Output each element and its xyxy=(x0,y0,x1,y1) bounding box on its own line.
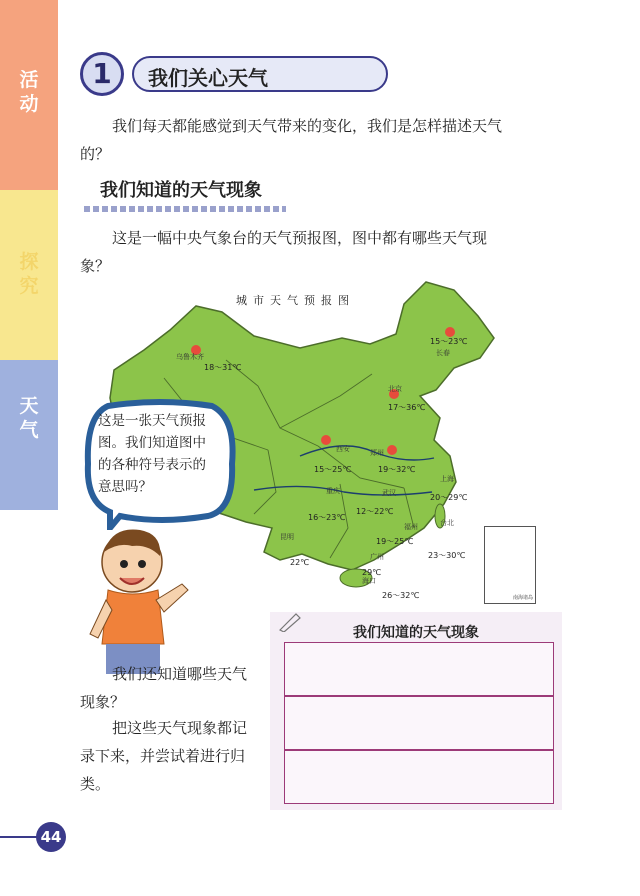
inset-label: 南海诸岛 xyxy=(512,595,533,601)
map-city-label: 广州 xyxy=(370,553,384,561)
activity-line-5: 类。 xyxy=(80,775,111,793)
activity-line-1: 我们还知道哪些天气 xyxy=(112,665,248,683)
sidebar-band-1 xyxy=(0,0,58,210)
map-city-temp: 22℃ xyxy=(290,558,310,567)
map-city-temp: 20～29℃ xyxy=(430,493,468,502)
question-line-2: 象？ xyxy=(80,257,111,275)
table-row[interactable] xyxy=(284,696,554,750)
activity-line-2: 现象？ xyxy=(80,693,126,711)
activity-line-3: 把这些天气现象都记 xyxy=(112,719,248,737)
map-city-temp: 19～32℃ xyxy=(378,465,416,474)
bubble-line-2: 图。我们知道图中 xyxy=(98,435,206,451)
lesson-title-pill xyxy=(132,56,388,92)
map-city-temp: 26～32℃ xyxy=(382,591,420,600)
map-city-label: 乌鲁木齐 xyxy=(176,353,204,361)
map-city-temp: 15～25℃ xyxy=(314,465,352,474)
table-row[interactable] xyxy=(284,642,554,696)
page-number: 44 xyxy=(36,822,66,852)
sidebar-band-2-label: 探 究 xyxy=(19,251,39,297)
bubble-line-3: 的各种符号表示的 xyxy=(98,457,206,473)
question-line-1: 这是一幅中央气象台的天气预报图，图中都有哪些天气现 xyxy=(112,229,488,247)
map-city-label: 北京 xyxy=(388,385,402,393)
chapter-sidebar xyxy=(0,0,58,896)
map-city-temp: 29℃ xyxy=(362,568,382,577)
sidebar-band-2 xyxy=(0,190,58,380)
map-city-label: 西安 xyxy=(336,445,350,453)
table-row[interactable] xyxy=(284,750,554,804)
map-city-label: 武汉 xyxy=(382,489,396,497)
map-city-temp: 16～23℃ xyxy=(308,513,346,522)
map-city-label: 长春 xyxy=(436,349,450,357)
section-subheading: 我们知道的天气现象 xyxy=(100,180,262,201)
map-city-label: 郑州 xyxy=(370,449,384,457)
map-city-temp: 12～22℃ xyxy=(356,507,394,516)
lesson-title: 我们关心天气 xyxy=(148,66,268,90)
map-city-label: 昆明 xyxy=(280,533,294,541)
map-city-temp: 17～36℃ xyxy=(388,403,426,412)
speech-bubble-text xyxy=(98,410,234,498)
map-city-temp: 19～25℃ xyxy=(376,537,414,546)
table-title: 我们知道的天气现象 xyxy=(353,625,479,641)
bubble-line-1: 这是一张天气预报 xyxy=(98,413,206,429)
map-title: 城市天气预报图 xyxy=(236,294,355,307)
map-city-temp: 23～30℃ xyxy=(428,551,466,560)
lesson-number: 1 xyxy=(80,52,124,96)
intro-line-2: 的？ xyxy=(80,145,111,163)
map-city-label: 上海 xyxy=(440,475,454,483)
map-city-temp: 18～31℃ xyxy=(204,363,242,372)
intro-line-1: 我们每天都能感觉到天气带来的变化，我们是怎样描述天气 xyxy=(112,117,503,135)
activity-line-4: 录下来，并尝试着进行归 xyxy=(80,747,246,765)
south-sea-inset xyxy=(484,526,536,604)
bubble-line-4: 意思吗？ xyxy=(98,479,152,495)
map-city-label: 台北 xyxy=(440,519,454,527)
map-city-label: 重庆 xyxy=(326,487,340,495)
map-city-label: 福州 xyxy=(404,523,418,531)
recording-table xyxy=(270,612,562,810)
pencil-icon xyxy=(278,612,302,632)
subheading-dotted-underline xyxy=(84,206,286,212)
boy-illustration xyxy=(82,524,192,674)
map-city-label: 海口 xyxy=(362,577,376,585)
map-city-temp: 15～23℃ xyxy=(430,337,468,346)
sidebar-band-3 xyxy=(0,360,58,510)
sidebar-band-3-label: 天 气 xyxy=(19,395,39,441)
sidebar-band-1-label: 活 动 xyxy=(19,69,39,115)
